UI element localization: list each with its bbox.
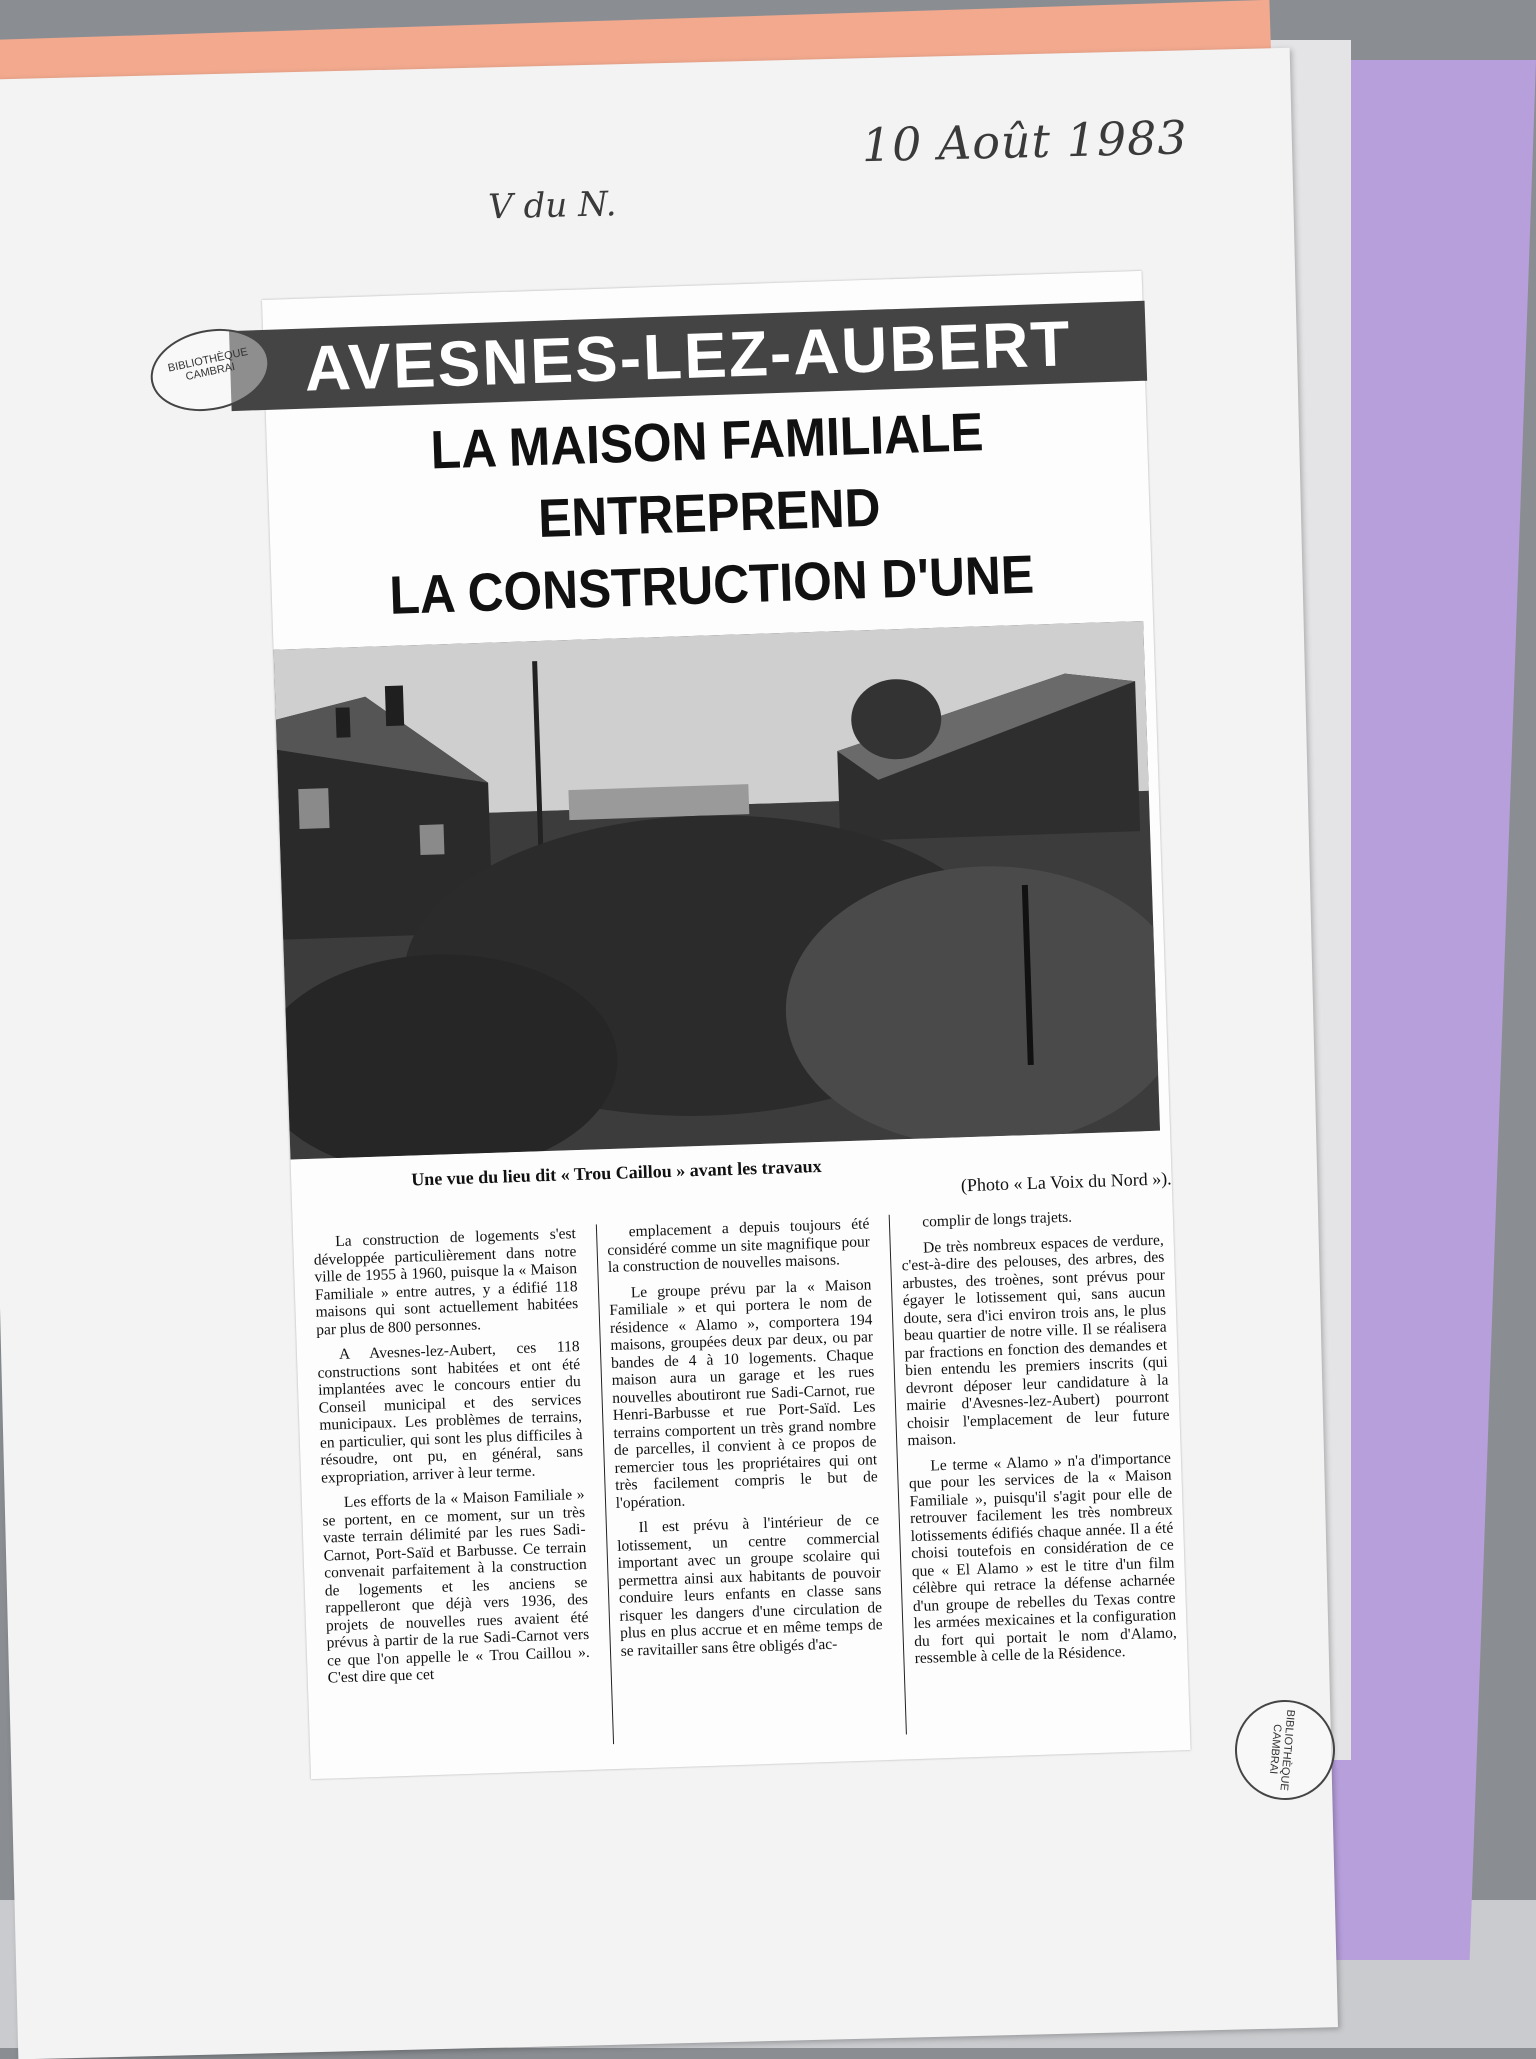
newspaper-clipping <box>262 271 1191 1779</box>
article-column <box>596 1215 887 1744</box>
paragraph: Le terme « Alamo » n'a d'importance que pour les services de la « Maison Familiale », puisqu'il s'agit pour elle de retrouver facilement les très nombreux lotissements édifiés chaque année. Il a été choisi toutefois en considération de ce que « El Alamo » est le titre d'un film célèbre qui retrace la défense acharnée d'un groupe de rebelles du Texas contre les armées mexicaines et la configuration du fort qui portait le nom d'Alamo, ressemble à celle de la Résidence. <box>908 1449 1177 1668</box>
paragraph: A Avesnes-lez-Aubert, ces 118 constructions sont habitées et ont été implantées avec le concours entier du Conseil municipal et des services municipaux. Les problèmes de terrains, en particulier, qui sont les plus difficiles à résoudre, ont pu, en général, sans expropriation, arriver à leur terme. <box>317 1338 584 1487</box>
article-photo <box>274 621 1160 1160</box>
caption-text: Une vue du lieu dit « Trou Caillou » avant les travaux <box>410 1155 822 1190</box>
library-stamp-icon: BIBLIOTHÈQUE CAMBRAI <box>143 318 277 421</box>
kicker-banner: AVESNES-LEZ-AUBERT <box>229 301 1147 411</box>
photo-credit: (Photo « La Voix du Nord »). <box>960 1168 1172 1196</box>
article-column <box>313 1225 593 1753</box>
paragraph: Le groupe prévu par la « Maison Familiale » et qui portera le nom de résidence « Alamo », comportera 194 maisons, groupées deux par deux, ou par bandes de 4 à 10 logements. Chaque maison aura un garage et les rues nouvelles aboutiront rue Sadi-Carnot, rue Henri-Barbusse et rue Port-Saïd. Les terrains comportent un très grand nombre de parcelles, il convient à ce propos de remercier tous les propriétaires qui ont très facilement compris le but de l'opération. <box>609 1275 878 1512</box>
paragraph: Les efforts de la « Maison Familiale » se portent, en ce moment, sur un très vaste terrain délimité par les rues Sadi-Carnot, Port-Saïd et Barbusse. Ce terrain convenait parfaitement à la construction de logements et les anciens se rappelleront que déjà vers 1936, des projets de nouvelles rues avaient été prévus à partir de la rue Sadi-Carnot vers ce que l'on appelle le « Trou Caillou ». C'est dire que cet <box>322 1485 590 1687</box>
paragraph: Il est prévu à l'intérieur de ce lotissement, un centre commercial important avec un groupe scolaire qui permettra ainsi aux habitants de pouvoir conduire leurs enfants en classe sans risquer les dangers d'une circulation de plus en plus accrue et en même temps de se ravitailler sans être obligés d'ac- <box>616 1511 883 1660</box>
paragraph: complir de longs trajets. <box>921 1208 1073 1231</box>
paragraph: emplacement a depuis toujours été considéré comme un site magnifique pour la construction de nouvelles maisons. <box>607 1215 871 1277</box>
headline-line: LA MAISON FAMILIALE ENTREPREND <box>429 402 985 549</box>
headline-line: LA CONSTRUCTION D'UNE <box>388 544 1035 626</box>
library-stamp-icon: BIBLIOTHÈQUE CAMBRAI <box>1231 1696 1339 1804</box>
photo-illustration <box>274 621 1160 1160</box>
article-body <box>313 1206 1180 1754</box>
handwritten-date: 10 Août 1983 <box>861 110 1189 173</box>
paragraph: La construction de logements s'est développée particulièrement dans notre ville de 1955 à 1960, puisque la « Maison Familiale » entre autres, y a édifié 118 maisons qui sont actuellement habitées par plus de 800 personnes. <box>313 1225 579 1339</box>
photo-caption <box>411 1142 1172 1215</box>
paragraph: De très nombreux espaces de verdure, c'est-à-dire des pelouses, des arbres, des arbustes, des troènes, sont prévus pour égayer le lotissement qui, sans aucun doute, sera d'ici environ trois ans, le plus beau quartier de notre ville. Il se réalisera par fractions en fonction des demandes et bien entendu les premiers inscrits (qui devront déposer leur candidature à la mairie d'Avesnes-lez-Aubert) pourront choisir l'emplacement de leur future maison. <box>901 1231 1170 1450</box>
handwritten-source: V du N. <box>487 184 617 228</box>
article-column <box>889 1206 1180 1735</box>
